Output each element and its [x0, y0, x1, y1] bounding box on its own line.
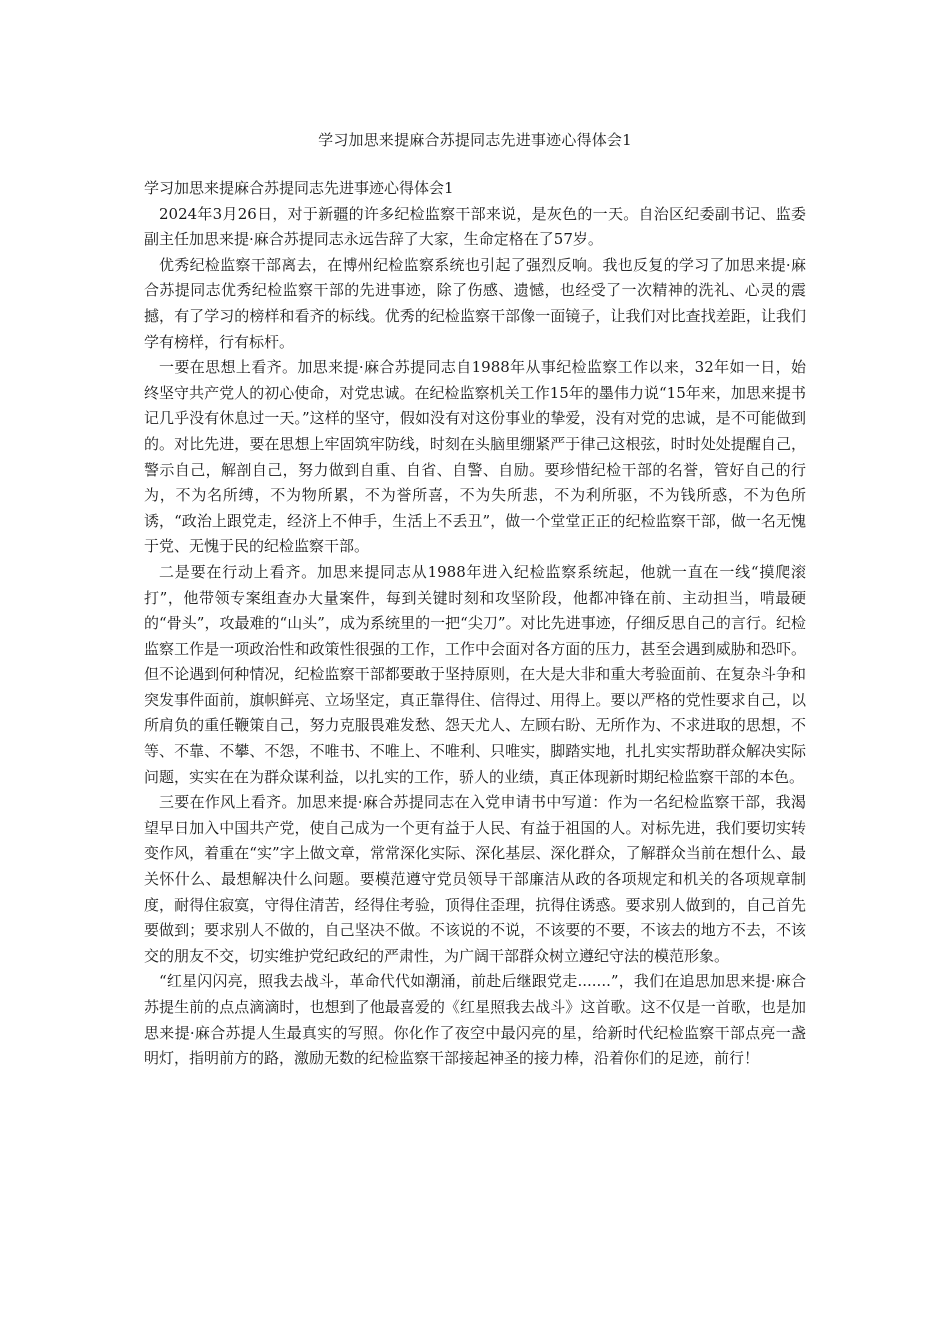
document-title: 学习加思来提麻合苏提同志先进事迹心得体会1: [318, 131, 632, 149]
paragraph-closing: “红星闪闪亮，照我去战斗，革命代代如潮涌，前赴后继跟党走.......”，我们在追思加思来提·麻合苏提生前的点点滴滴时，也想到了他最喜爱的《红星照我去战斗》这首歌。这不仅是一首歌，也是加思来提·麻合苏提人生最真实的写照。你化作了夜空中最闪亮的星，给新时代纪检监察干部点亮一盏明灯，指明前方的路，激励无数的纪检监察干部接起神圣的接力棒，沿着你们的足迹，前行！: [144, 972, 806, 1068]
document-subtitle: 学习加思来提麻合苏提同志先进事迹心得体会1: [144, 179, 454, 197]
paragraph-intro: 2024年3月26日，对于新疆的许多纪检监察干部来说，是灰色的一天。自治区纪委副书记、监委副主任加思来提·麻合苏提同志永远告辞了大家，生命定格在了57岁。: [144, 204, 806, 249]
document-body: [144, 176, 806, 1072]
paragraph-reflection: 优秀纪检监察干部离去，在博州纪检监察系统也引起了强烈反响。我也反复的学习了加思来提·麻合苏提同志优秀纪检监察干部的先进事迹，除了伤感、遗憾，也经受了一次精神的洗礼、心灵的震撼，有了学习的榜样和看齐的标线。优秀的纪检监察干部像一面镜子，让我们对比查找差距，让我们学有榜样，行有标杆。: [144, 255, 806, 351]
paragraph-style: 三要在作风上看齐。加思来提·麻合苏提同志在入党申请书中写道：作为一名纪检监察干部，我渴望早日加入中国共产党，使自己成为一个更有益于人民、有益于祖国的人。对标先进，我们要切实转变作风，着重在“实”字上做文章，常常深化实际、深化基层、深化群众，了解群众当前在想什么、最关怀什么、最想解决什么问题。要模范遵守党员领导干部廉洁从政的各项规定和机关的各项规章制度，耐得住寂寞，守得住清苦，经得住考验，顶得住歪理，抗得住诱惑。要求别人做到的，自己首先要做到；要求别人不做的，自己坚决不做。不该说的不说，不该要的不要，不该去的地方不去，不该交的朋友不交，切实维护党纪政纪的严肃性，为广阔干部群众树立遵纪守法的模范形象。: [144, 793, 806, 965]
paragraph-action: 二是要在行动上看齐。加思来提同志从1988年进入纪检监察系统起，他就一直在一线“摸爬滚打”，他带领专案组查办大量案件，每到关键时刻和攻坚阶段，他都冲锋在前、主动担当，啃最硬的“骨头”，攻最难的“山头”，成为系统里的一把“尖刀”。对比先进事迹，仔细反思自己的言行。纪检监察工作是一项政治性和政策性很强的工作，工作中会面对各方面的压力，甚至会遇到威胁和恐吓。但不论遇到何种情况，纪检监察干部都要敢于坚持原则，在大是大非和重大考验面前、在复杂斗争和突发事件面前，旗帜鲜亮、立场坚定，真正靠得住、信得过、用得上。要以严格的党性要求自己，以所肩负的重任鞭策自己，努力克服畏难发愁、怨天尤人、左顾右盼、无所作为、不求进取的思想，不等、不靠、不攀、不怨，不唯书、不唯上、不唯利、只唯实，脚踏实地，扎扎实实帮助群众解决实际问题，实实在在为群众谋利益，以扎实的工作，骄人的业绩，真正体现新时期纪检监察干部的本色。: [144, 562, 806, 786]
paragraph-thought: 一要在思想上看齐。加思来提·麻合苏提同志自1988年从事纪检监察工作以来，32年如一日，始终坚守共产党人的初心使命，对党忠诚。在纪检监察机关工作15年的墨伟力说“15年来，加思来提书记几乎没有休息过一天。”这样的坚守，假如没有对这份事业的挚爱，没有对党的忠诚，是不可能做到的。对比先进，要在思想上牢固筑牢防线，时刻在头脑里绷紧严于律己这根弦，时时处处提醒自己，警示自己，解剖自己，努力做到自重、自省、自警、自励。要珍惜纪检干部的名誉，管好自己的行为，不为名所缚，不为物所累，不为誉所喜，不为失所悲，不为利所驱，不为钱所惑，不为色所诱，“政治上跟党走，经济上不伸手，生活上不丢丑”，做一个堂堂正正的纪检监察干部，做一名无愧于党、无愧于民的纪检监察干部。: [144, 358, 806, 556]
